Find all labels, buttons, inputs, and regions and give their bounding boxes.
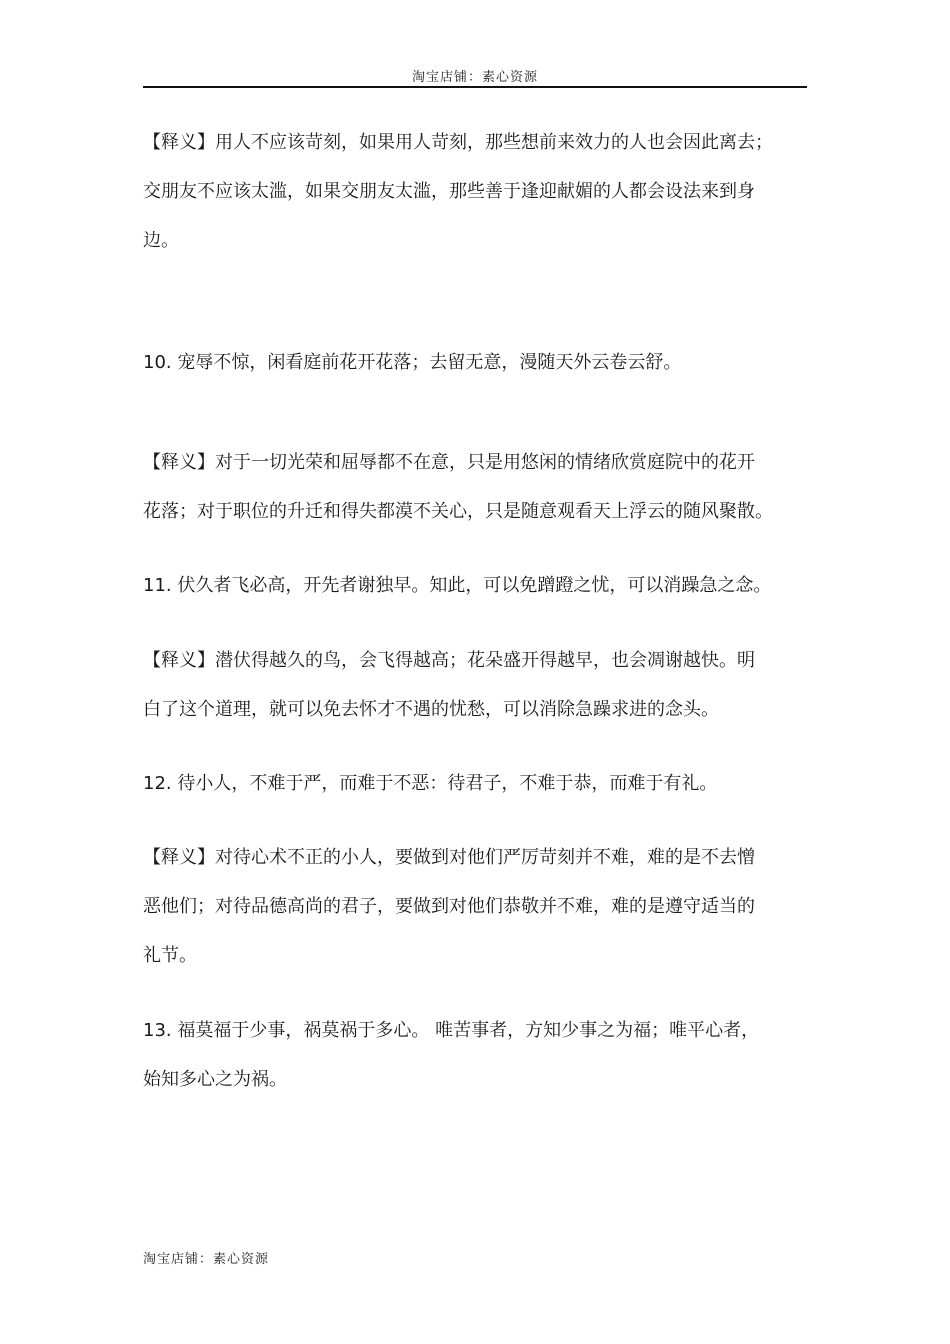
paragraph-line: 花落；对于职位的升迁和得失都漠不关心，只是随意观看天上浮云的随风聚散。	[143, 501, 773, 522]
paragraph-line: 白了这个道理，就可以免去怀才不遇的忧愁，可以消除急躁求进的念头。	[143, 699, 719, 720]
paragraph-line: 11. 伏久者飞必高，开先者谢独早。知此，可以免蹭蹬之忧，可以消躁急之念。	[143, 575, 772, 596]
paragraph-line: 交朋友不应该太滥，如果交朋友太滥，那些善于逢迎献媚的人都会设法来到身	[143, 181, 755, 202]
paragraph-line: 恶他们；对待品德高尚的君子，要做到对他们恭敬并不难，难的是遵守适当的	[143, 896, 755, 917]
paragraph-line: 13. 福莫福于少事，祸莫祸于多心。 唯苦事者，方知少事之为福；唯平心者，	[143, 1020, 760, 1041]
paragraph-line: 礼节。	[143, 945, 197, 966]
paragraph-line: 【释义】用人不应该苛刻，如果用人苛刻，那些想前来效力的人也会因此离去；	[143, 132, 773, 153]
page-header: 淘宝店铺：素心资源	[411, 70, 538, 85]
paragraph-line: 10. 宠辱不惊，闲看庭前花开花落；去留无意，漫随天外云卷云舒。	[143, 352, 682, 373]
header-divider	[143, 86, 807, 88]
paragraph-line: 始知多心之为祸。	[143, 1069, 287, 1090]
paragraph-line: 边。	[143, 230, 179, 251]
page-footer: 淘宝店铺：素心资源	[143, 1252, 270, 1267]
paragraph-line: 【释义】对待心术不正的小人，要做到对他们严厉苛刻并不难，难的是不去憎	[143, 847, 755, 868]
paragraph-line: 12. 待小人，不难于严，而难于不恶：待君子，不难于恭，而难于有礼。	[143, 773, 718, 794]
paragraph-line: 【释义】对于一切光荣和屈辱都不在意，只是用悠闲的情绪欣赏庭院中的花开	[143, 452, 755, 473]
paragraph-line: 【释义】潜伏得越久的鸟，会飞得越高；花朵盛开得越早，也会凋谢越快。明	[143, 650, 755, 671]
